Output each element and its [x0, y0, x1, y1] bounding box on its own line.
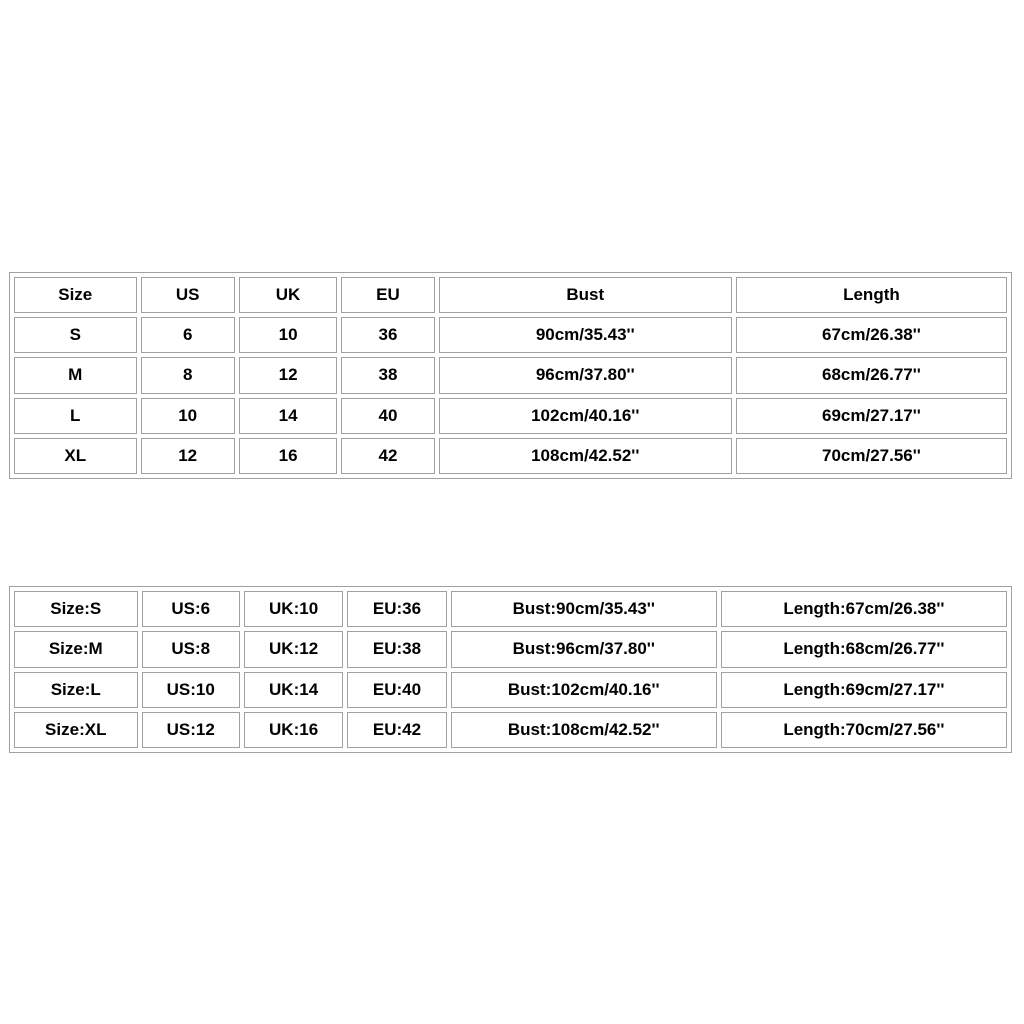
table-cell: 96cm/37.80'' [439, 357, 732, 393]
table-cell: US:6 [142, 591, 240, 627]
table-cell: 10 [239, 317, 337, 353]
header-cell-uk: UK [239, 277, 337, 313]
table-cell: 40 [341, 398, 434, 434]
table-cell: 10 [141, 398, 235, 434]
table-row [14, 357, 1007, 393]
table-cell: UK:12 [244, 631, 343, 667]
table-cell: 108cm/42.52'' [439, 438, 732, 474]
table-cell: 42 [341, 438, 434, 474]
table-cell: Size:L [14, 672, 138, 708]
table-cell: 67cm/26.38'' [736, 317, 1007, 353]
table-cell: US:10 [142, 672, 240, 708]
table-cell: 102cm/40.16'' [439, 398, 732, 434]
table-cell: Size:M [14, 631, 138, 667]
table-cell: Length:70cm/27.56'' [721, 712, 1007, 748]
table-row [14, 591, 1007, 627]
table-cell: Bust:90cm/35.43'' [451, 591, 717, 627]
header-cell-us: US [141, 277, 235, 313]
table-cell: 6 [141, 317, 235, 353]
table-cell: 12 [141, 438, 235, 474]
table-cell: 68cm/26.77'' [736, 357, 1007, 393]
header-cell-bust: Bust [439, 277, 732, 313]
table-cell: XL [14, 438, 137, 474]
table-cell: S [14, 317, 137, 353]
table-cell: Size:XL [14, 712, 138, 748]
table-cell: 16 [239, 438, 337, 474]
table-cell: UK:10 [244, 591, 343, 627]
table-cell: EU:36 [347, 591, 446, 627]
table-row [14, 672, 1007, 708]
table-cell: EU:42 [347, 712, 446, 748]
table-cell: 14 [239, 398, 337, 434]
table-row [14, 712, 1007, 748]
header-cell-length: Length [736, 277, 1007, 313]
table-cell: Size:S [14, 591, 138, 627]
table-cell: 38 [341, 357, 434, 393]
table-cell: US:12 [142, 712, 240, 748]
table-row [14, 631, 1007, 667]
table-cell: 12 [239, 357, 337, 393]
table-cell: Bust:102cm/40.16'' [451, 672, 717, 708]
table-cell: US:8 [142, 631, 240, 667]
table-cell: M [14, 357, 137, 393]
table-cell: UK:14 [244, 672, 343, 708]
table-cell: Bust:108cm/42.52'' [451, 712, 717, 748]
table-row [14, 398, 1007, 434]
table-row [14, 438, 1007, 474]
table-header-row [14, 277, 1007, 313]
table-row [14, 317, 1007, 353]
table-cell: 69cm/27.17'' [736, 398, 1007, 434]
table-cell: 36 [341, 317, 434, 353]
table-cell: EU:40 [347, 672, 446, 708]
table-cell: Length:69cm/27.17'' [721, 672, 1007, 708]
table-cell: L [14, 398, 137, 434]
table-cell: EU:38 [347, 631, 446, 667]
size-chart-table [9, 272, 1012, 479]
table-cell: Length:68cm/26.77'' [721, 631, 1007, 667]
table-cell: 70cm/27.56'' [736, 438, 1007, 474]
table-cell: 8 [141, 357, 235, 393]
header-cell-eu: EU [341, 277, 434, 313]
table-cell: 90cm/35.43'' [439, 317, 732, 353]
table-cell: Bust:96cm/37.80'' [451, 631, 717, 667]
table-cell: UK:16 [244, 712, 343, 748]
table-cell: Length:67cm/26.38'' [721, 591, 1007, 627]
header-cell-size: Size [14, 277, 137, 313]
size-chart-table-labeled [9, 586, 1012, 753]
